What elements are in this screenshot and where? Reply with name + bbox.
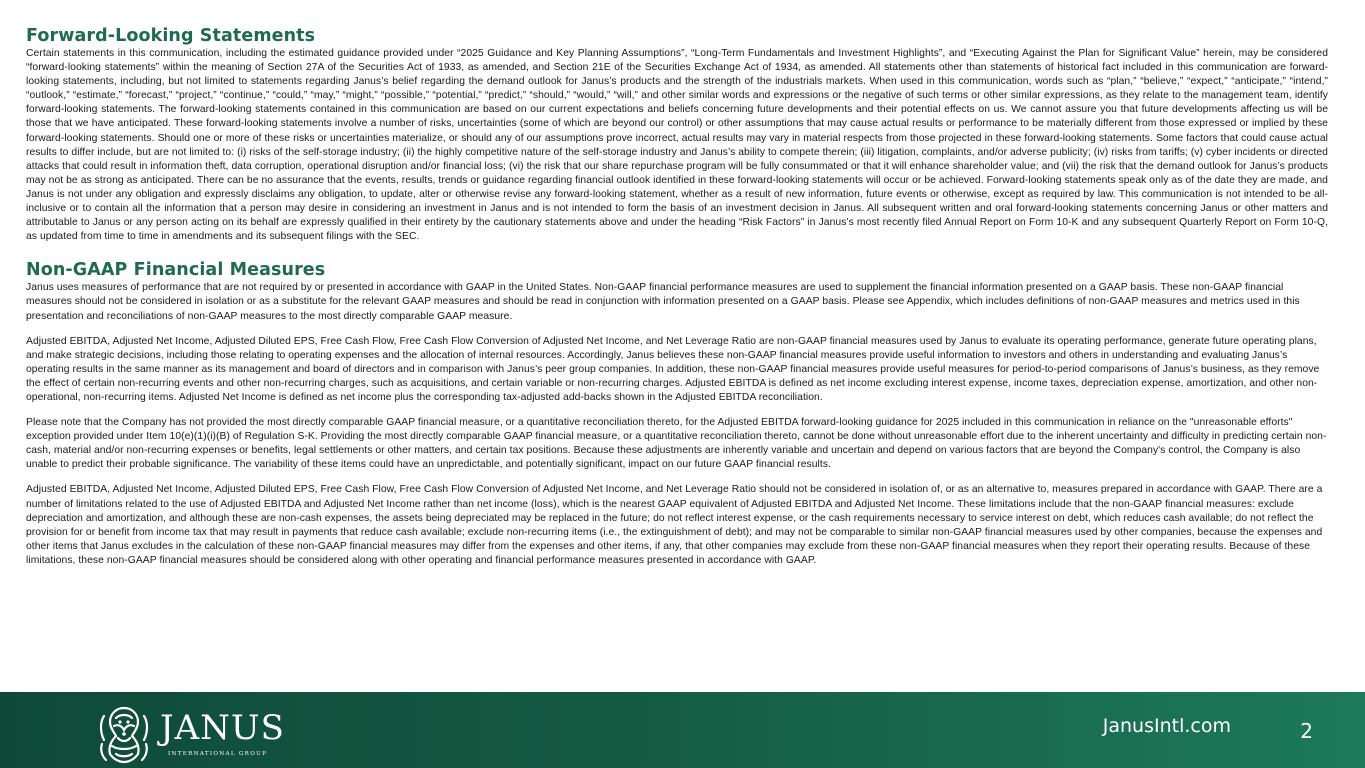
lion-crest-icon [94, 702, 154, 766]
page-number: 2 [1300, 719, 1313, 743]
non-gaap-heading: Non-GAAP Financial Measures [26, 260, 326, 281]
non-gaap-paragraph-3: Please note that the Company has not provided the most directly comparable GAAP financial measure, or a quantitative reconciliation thereto, for the Adjusted EBITDA forward-looking guidance for 2025 included in this communication in reliance on the "unreasonable efforts" exception provided under Item 10(e)(1)(i)(B) of Regulation S-K. Providing the most directly comparable GAAP financial measure, or a quantitative reconciliation thereto, cannot be done without unreasonable effort due to the inherent uncertainty and difficulty in predicting certain non-cash, material and/or non-recurring expenses or benefits, legal settlements or other matters, and certain tax positions. Because these adjustments are inherently variable and uncertain and depend on various factors that are beyond the Company's control, the Company is also unable to predict their probable significance. The variability of these items could have an unpredictable, and potentially significant, impact on our future GAAP financial results. [26, 417, 1327, 471]
non-gaap-paragraph-2: Adjusted EBITDA, Adjusted Net Income, Adjusted Diluted EPS, Free Cash Flow, Free Cash Flow Conversion of Adjusted Net Income, and Net Leverage Ratio are non-GAAP financial measures used by Janus to evaluate its operating performance, generate future operating plans, and make strategic decisions, including those relating to operating expenses and the allocation of internal resources. Accordingly, Janus believes these non-GAAP financial measures provide useful information to investors and others in understanding and evaluating Janus’s operating results in the same manner as its management and board of directors and in comparison with Janus’s peer group companies. In addition, these non-GAAP financial measures provide useful measures for period-to-period comparisons of Janus’s business, as they remove the effect of certain non-recurring events and other non-recurring charges, such as acquisitions, and certain variable or non-recurring charges. Adjusted EBITDA is defined as net income excluding interest expense, income taxes, depreciation expense, amortization, and other non-operational, non-recurring items. Adjusted Net Income is defined as net income plus the corresponding tax-adjusted add-backs shown in the Adjusted EBITDA reconciliation. [26, 335, 1320, 403]
non-gaap-paragraph-4: Adjusted EBITDA, Adjusted Net Income, Adjusted Diluted EPS, Free Cash Flow, Free Cash Flow Conversion of Adjusted Net Income, and Net Leverage Ratio should not be considered in isolation of, or as an alternative to, measures prepared in accordance with GAAP. There are a number of limitations related to the use of Adjusted EBITDA and Adjusted Net Income rather than net income (loss), which is the nearest GAAP equivalent of Adjusted EBITDA and Adjusted Net Income. These limitations include that the non-GAAP financial measures: exclude depreciation and amortization, and although these are non-cash expenses, the assets being depreciated may be replaced in the future; do not reflect interest expense, or the cash requirements necessary to service interest on debt, which reduces cash available; do not reflect the provision for or benefit from income tax that may result in payments that reduce cash available; exclude non-recurring items (i.e., the extinguishment of debt); and may not be comparable to similar non-GAAP financial measures used by other companies, because the expenses and other items that Janus excludes in the calculation of these non-GAAP financial measures may differ from the expenses and other items, if any, that other companies may exclude from these non-GAAP financial measures when they report their operating results. Because of these limitations, these non-GAAP financial measures should be considered along with other operating and financial performance measures presented in accordance with GAAP. [26, 484, 1323, 566]
forward-looking-body: Certain statements in this communication, including the estimated guidance provided under “2025 Guidance and Key Planning Assumptions”, “Long-Term Fundamentals and Investment Highlights”, and “Executing Against the Plan for Significant Value” herein, may be considered “forward-looking statements” within the meaning of Section 27A of the Securities Act of 1933, as amended, and Section 21E of the Securities Exchange Act of 1934, as amended. All statements other than statements of historical fact included in this communication are forward-looking statements, including, but not limited to statements regarding Janus’s belief regarding the demand outlook for Janus’s products and the strength of the industrials markets. When used in this communication, words such as “plan,” “believe,” “expect,” “anticipate,” “intend,” “outlook,” “estimate,” “forecast,” “project,” “continue,” “could,” “may,” “might,” “possible,” “potential,” “predict,” “should,” “would,” “will,” and other similar words and expressions or the negative of such terms or other similar expressions, as they relate to the management team, identify forward-looking statements. The forward-looking statements contained in this communication are based on our current expectations and beliefs concerning future developments and their potential effects on us. We cannot assure you that future developments affecting us will be those that we have anticipated. These forward-looking statements involve a number of risks, uncertainties (some of which are beyond our control) or other assumptions that may cause actual results or performance to be materially different from those expressed or implied by these forward-looking statements. Should one or more of these risks or uncertainties materialize, or should any of our assumptions prove incorrect, actual results may vary in material respects from those projected in these forward-looking statements. Some factors that could cause actual results to differ include, but are not limited to: (i) risks of the self-storage industry; (ii) the highly competitive nature of the self-storage industry and Janus’s ability to compete therein; (iii) litigation, complaints, and/or adverse publicity; (iv) risks from tariffs; (v) cyber incidents or directed attacks that could result in information theft, data corruption, operational disruption and/or financial loss; (vi) the risk that our share repurchase program will be fully consummated or that it will enhance shareholder value; and (vii) the risk that the demand outlook for Janus’s products may not be as strong as anticipated. There can be no assurance that the events, results, trends or guidance regarding financial outlook identified in these forward-looking statements will occur or be achieved. Forward-looking statements speak only as of the date they are made, and Janus is not under any obligation and expressly disclaims any obligation, to update, alter or otherwise revise any forward-looking statement, whether as a result of new information, future events or otherwise, except as required by law. This communication is not intended to be all-inclusive or to contain all the information that a person may desire in considering an investment in Janus and is not intended to form the basis of an investment decision in Janus. All subsequent written and oral forward-looking statements concerning Janus or other matters and attributable to Janus or any person acting on its behalf are expressly qualified in their entirety by the cautionary statements above and under the heading “Risk Factors” in Janus’s most recently filed Annual Report on Form 10-K and any subsequent Quarterly Report on Form 10-Q, as updated from time to time in amendments and its subsequent filings with the SEC. [26, 48, 1328, 243]
logo-subtitle: INTERNATIONAL GROUP [168, 751, 268, 757]
logo-wordmark: JANUS [160, 708, 285, 748]
slide-content [26, 26, 1328, 568]
forward-looking-heading: Forward-Looking Statements [26, 26, 316, 46]
website-link[interactable]: JanusIntl.com [1102, 715, 1231, 737]
footer-bar [0, 692, 1365, 768]
non-gaap-paragraph-1: Janus uses measures of performance that are not required by or presented in accordance with GAAP in the United States. Non-GAAP financial performance measures are used to supplement the financial information presented on a GAAP basis. These non-GAAP financial measures should not be considered in isolation or as a substitute for the relevant GAAP measures and should be read in conjunction with information presented on a GAAP basis. Please see Appendix, which includes definitions of non-GAAP measures and metrics used in this presentation and reconciliations of non-GAAP measures to the most directly comparable GAAP measure. [26, 282, 1300, 322]
